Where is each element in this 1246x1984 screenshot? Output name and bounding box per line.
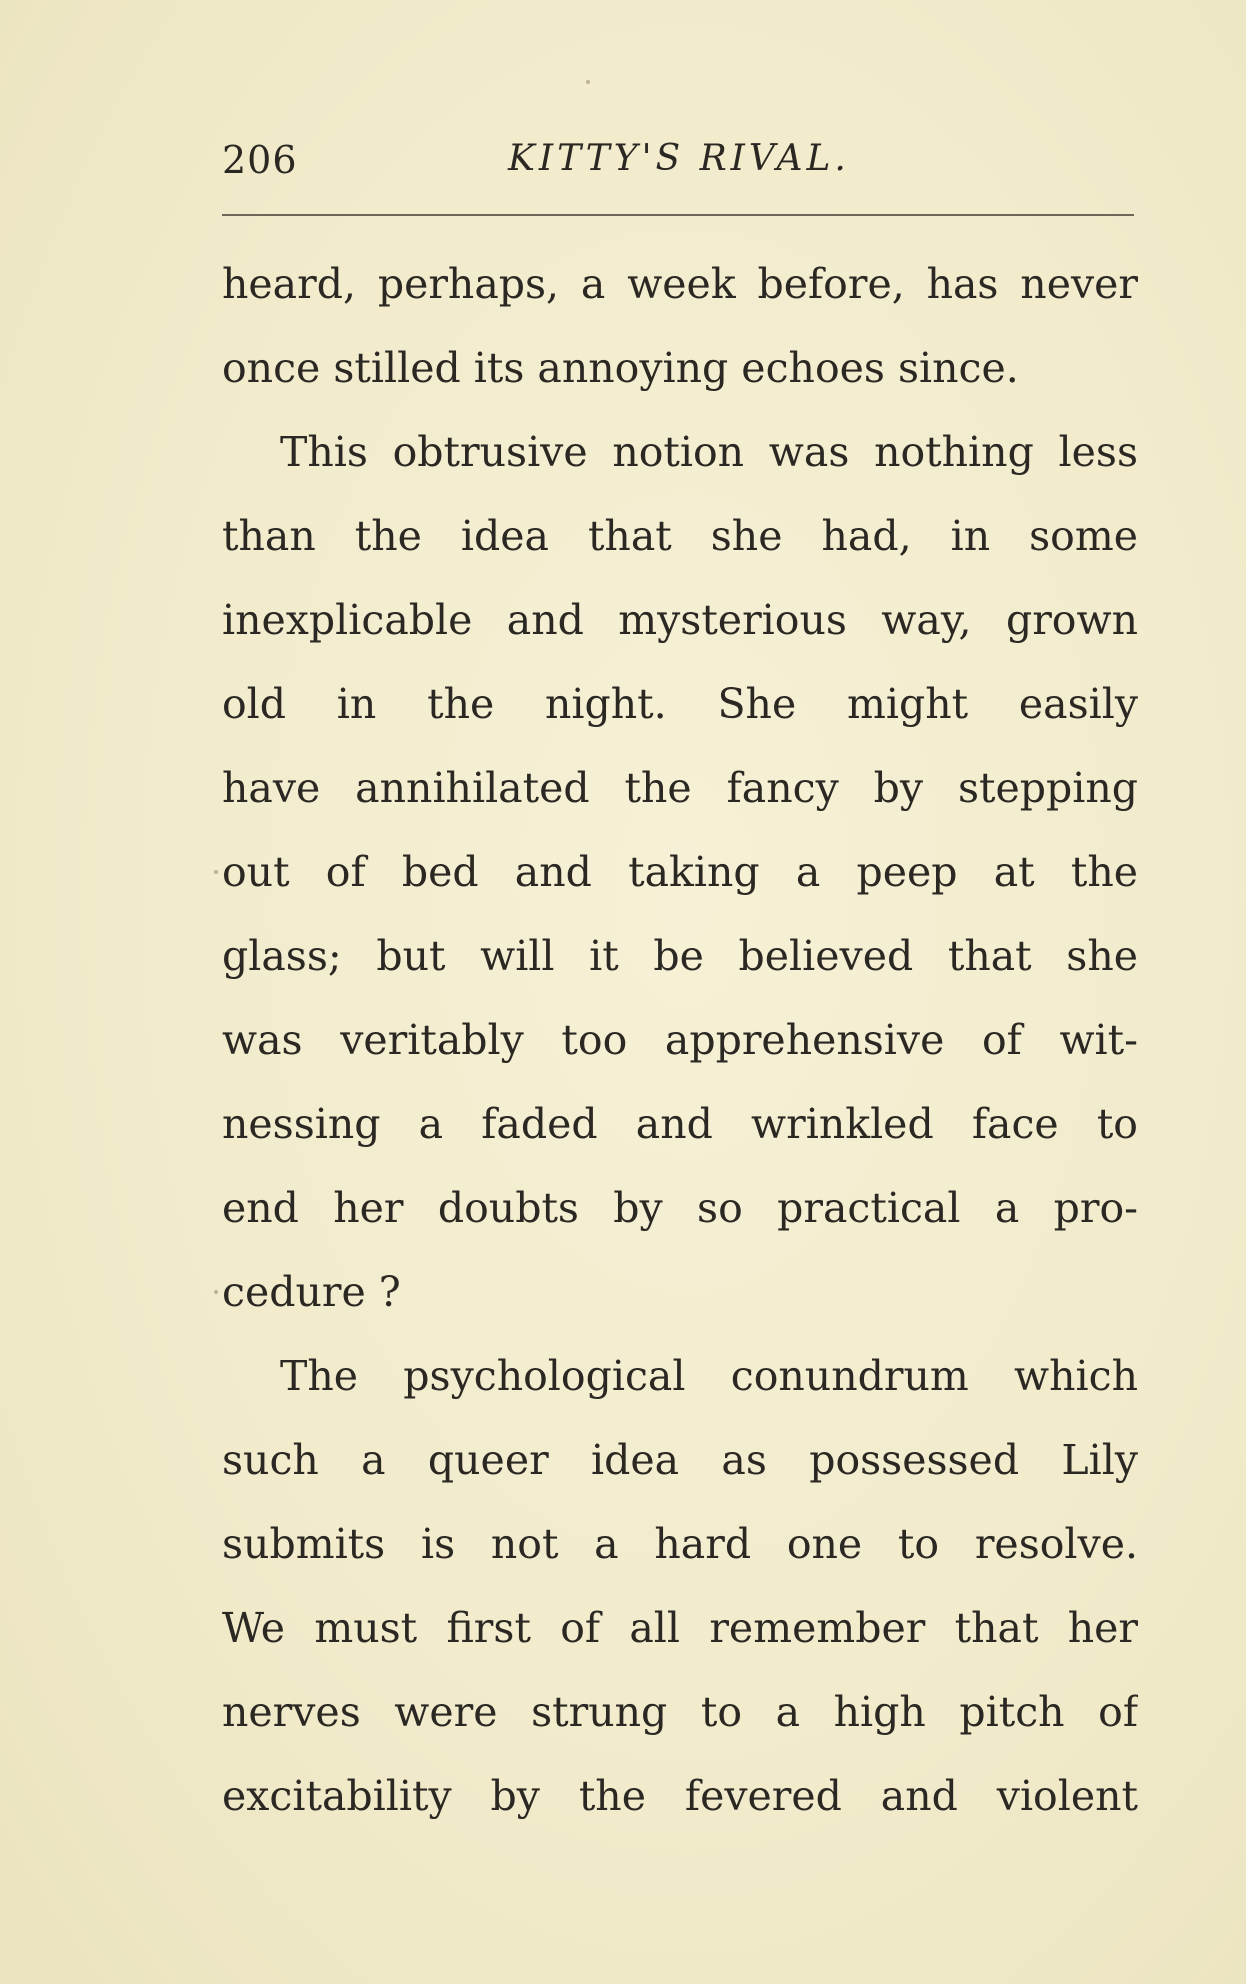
text-line: old in the night. She might easily: [222, 680, 1138, 728]
text-line: excitability by the fevered and violent: [222, 1772, 1138, 1820]
text-line: than the idea that she had, in some: [222, 512, 1138, 560]
text-line: This obtrusive notion was nothing less: [280, 428, 1138, 476]
text-line: glass; but will it be believed that she: [222, 932, 1138, 980]
text-line: out of bed and taking a peep at the: [222, 848, 1138, 896]
paper-speck: [214, 1290, 218, 1294]
text-line: end her doubts by so practical a pro-: [222, 1184, 1138, 1232]
paper-speck: [586, 80, 590, 84]
paper-speck: [214, 870, 218, 874]
text-line: nerves were strung to a high pitch of: [222, 1688, 1138, 1736]
text-line: inexplicable and mysterious way, grown: [222, 596, 1138, 644]
text-line: was veritably too apprehensive of wit-: [222, 1016, 1138, 1064]
paragraph: [222, 410, 1138, 1334]
header-rule: [222, 214, 1134, 216]
page-number: 206: [222, 138, 298, 182]
text-line: We must first of all remember that her: [222, 1604, 1138, 1652]
text-line: The psychological conundrum which: [280, 1352, 1138, 1400]
paragraph: [222, 1334, 1138, 1838]
paragraph: [222, 242, 1138, 410]
text-line: have annihilated the fancy by stepping: [222, 764, 1138, 812]
body-text: [222, 242, 1138, 1838]
text-line: nessing a faded and wrinkled face to: [222, 1100, 1138, 1148]
text-line: submits is not a hard one to resolve.: [222, 1520, 1138, 1568]
running-head: [222, 138, 1142, 186]
text-line: once stilled its annoying echoes since.: [222, 344, 1019, 392]
text-line: such a queer idea as possessed Lily: [222, 1436, 1138, 1484]
running-title: KITTY'S RIVAL.: [508, 138, 850, 179]
text-line: heard, perhaps, a week before, has never: [222, 260, 1138, 308]
text-line: cedure ?: [222, 1268, 401, 1316]
